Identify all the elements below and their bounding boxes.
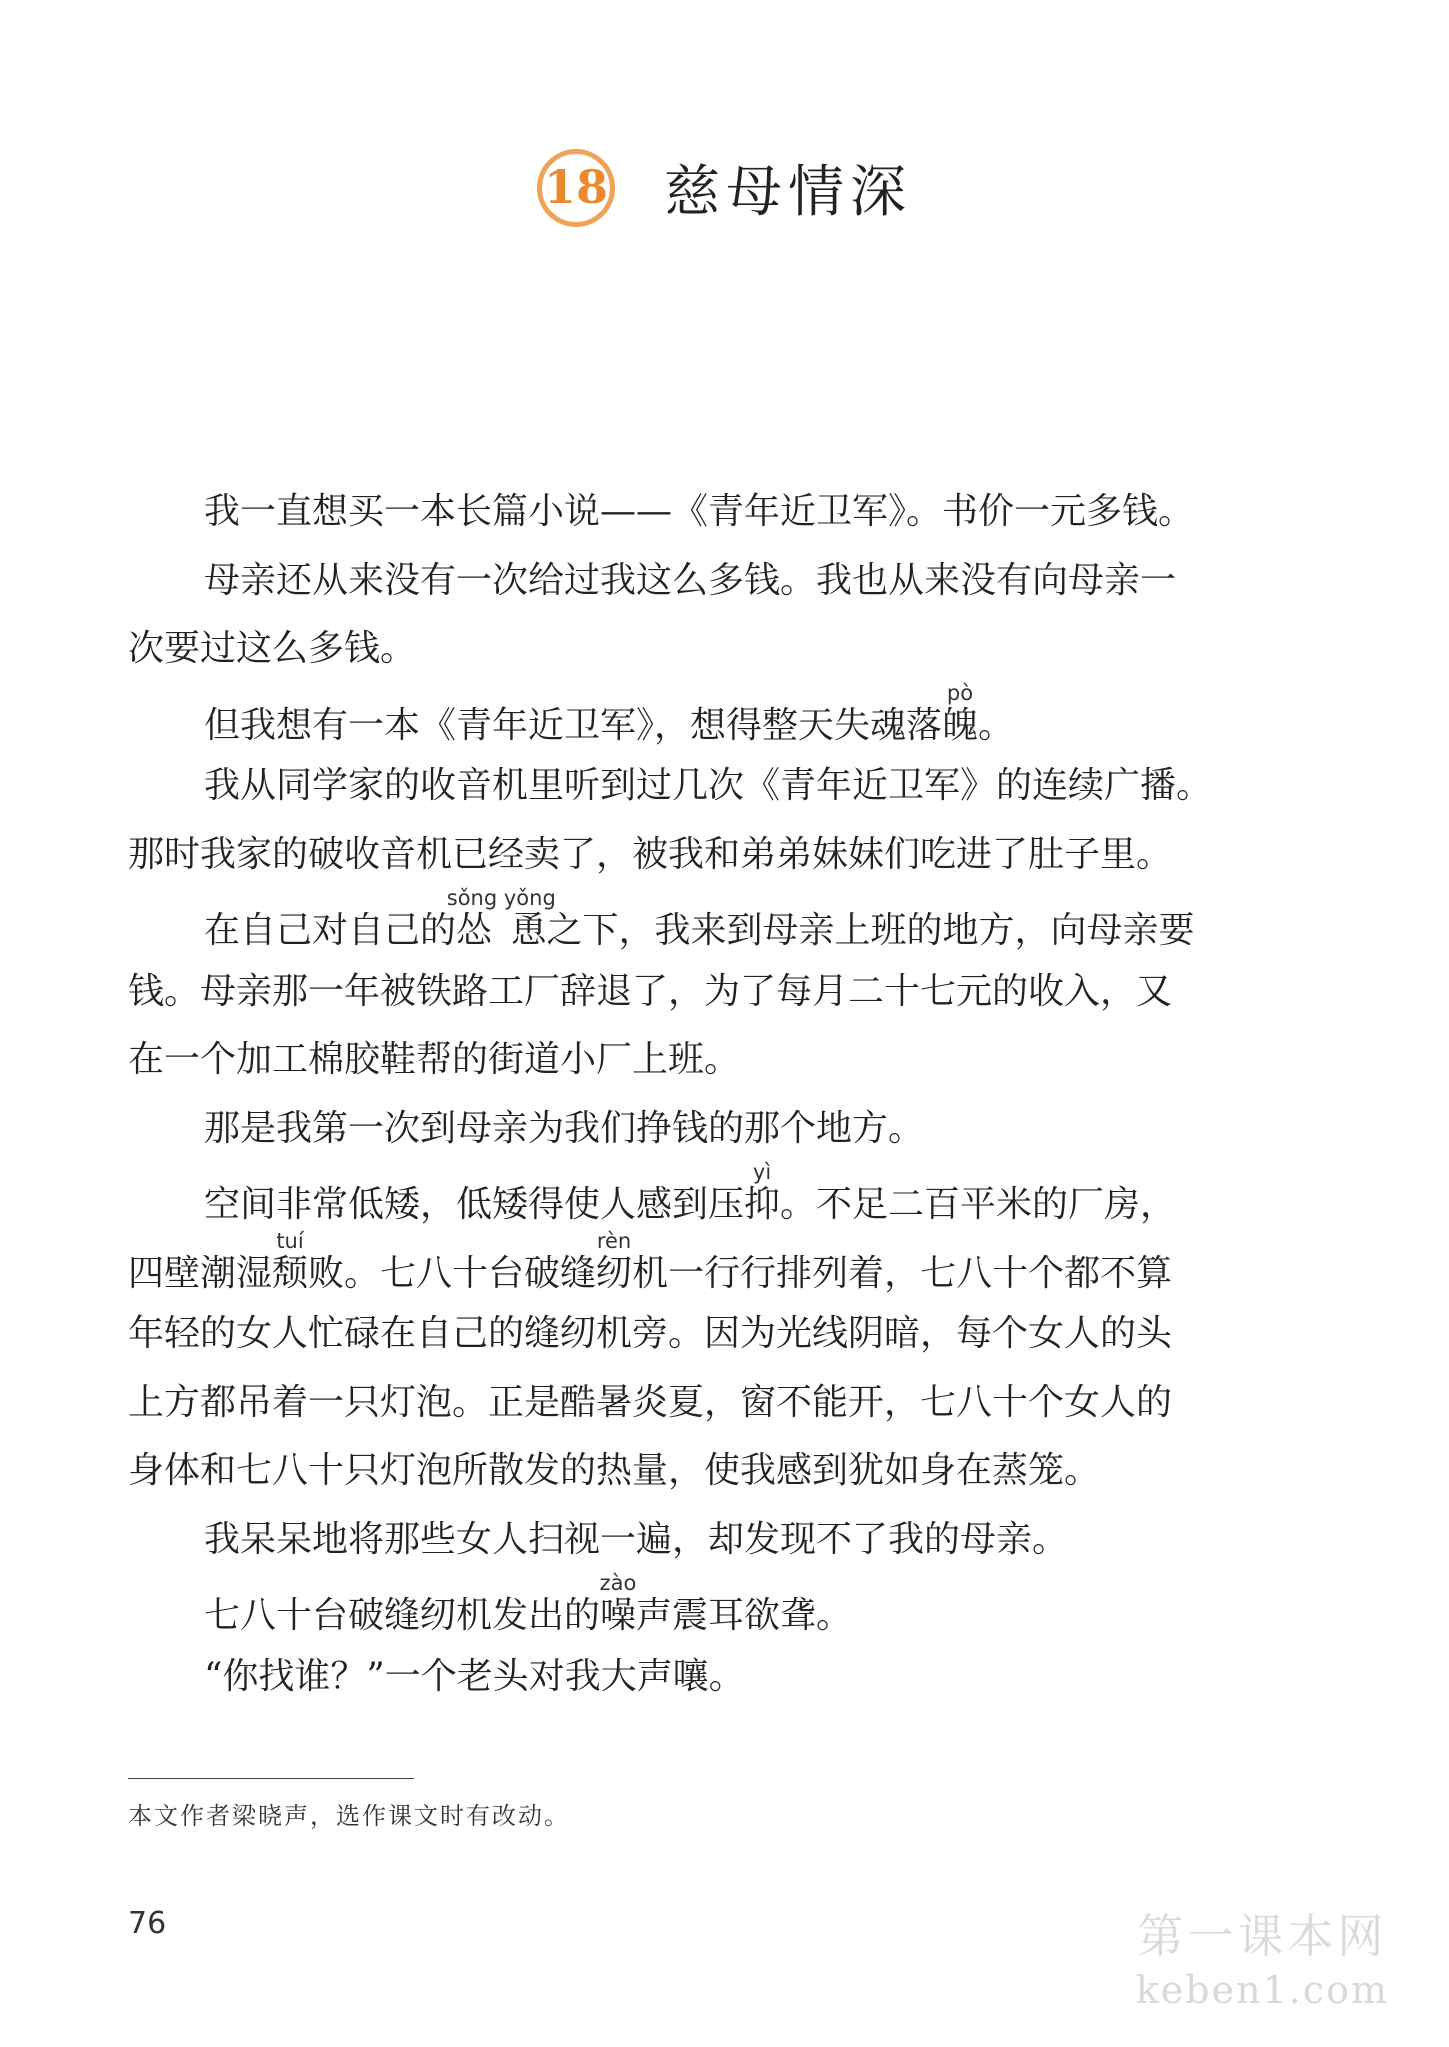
text-segment: 声震耳欲聋。 bbox=[636, 1595, 853, 1636]
text-line bbox=[128, 958, 1278, 1027]
annotated-character: 魄 bbox=[942, 704, 979, 746]
text-segment: 那时我家的破收音机已经卖了，被我和弟弟妹妹们吃进了肚子里。 bbox=[128, 833, 1173, 875]
text-line bbox=[128, 478, 1278, 547]
text-line bbox=[128, 821, 1278, 890]
watermark bbox=[1136, 1900, 1389, 2012]
text-segment: 在一个加工棉胶鞋帮的街道小厂上班。 bbox=[128, 1039, 741, 1080]
text-line bbox=[128, 1300, 1278, 1369]
text-segment: 空间非常低矮，低矮得使人感到压 bbox=[204, 1184, 745, 1225]
annotated-character: 抑 bbox=[744, 1184, 781, 1225]
pinyin-annotation: rèn bbox=[596, 1228, 633, 1253]
text-segment: 母亲还从来没有一次给过我这么多钱。我也从来没有向母亲一 bbox=[204, 559, 1177, 601]
text-segment: 之下，我来到母亲上班的地方，向母亲要 bbox=[546, 910, 1195, 951]
annotated-character: 噪 bbox=[599, 1595, 637, 1636]
text-line bbox=[128, 1643, 1278, 1712]
pinyin-annotation: pò bbox=[942, 680, 979, 705]
pinyin-annotated-word bbox=[744, 1160, 781, 1225]
text-line bbox=[128, 1571, 1278, 1643]
lesson-title: 慈母情深 bbox=[664, 160, 913, 225]
text-segment: 。 bbox=[978, 704, 1015, 746]
text-line bbox=[128, 1437, 1278, 1506]
page-number: 76 bbox=[128, 1906, 167, 1941]
pinyin-annotated-word bbox=[596, 1228, 633, 1294]
text-line bbox=[128, 1160, 1278, 1232]
text-line bbox=[128, 1095, 1278, 1164]
watermark-chinese: 第一课本网 bbox=[1137, 1909, 1388, 1963]
annotated-character: 颓 bbox=[272, 1252, 309, 1294]
text-segment: 败。七八十台破缝 bbox=[308, 1252, 597, 1294]
annotated-character: 怂恿 bbox=[446, 910, 556, 951]
pinyin-annotated-word bbox=[446, 886, 556, 951]
text-segment: 。不足二百平米的厂房， bbox=[780, 1184, 1177, 1225]
text-line bbox=[128, 752, 1278, 821]
text-segment: 上方都吊着一只灯泡。正是酷暑炎夏，窗不能开，七八十个女人的 bbox=[128, 1381, 1173, 1423]
text-segment: 七八十台破缝纫机发出的 bbox=[204, 1595, 601, 1636]
text-segment: 年轻的女人忙碌在自己的缝纫机旁。因为光线阴暗，每个女人的头 bbox=[128, 1313, 1173, 1354]
annotated-character: 纫 bbox=[596, 1252, 633, 1294]
text-line bbox=[128, 1228, 1278, 1301]
text-segment: 次要过这么多钱。 bbox=[128, 628, 417, 669]
lesson-number-badge: 18 bbox=[537, 149, 615, 227]
article-body bbox=[128, 478, 1278, 1711]
text-line bbox=[128, 680, 1278, 753]
pinyin-annotated-word bbox=[272, 1228, 309, 1294]
pinyin-annotation: tuí bbox=[272, 1228, 309, 1253]
text-segment: 我从同学家的收音机里听到过几次《青年近卫军》的连续广播。 bbox=[204, 765, 1213, 806]
lesson-header bbox=[0, 148, 1449, 228]
pinyin-annotated-word bbox=[942, 680, 979, 746]
text-segment: 但我想有一本《青年近卫军》，想得整天失魂落 bbox=[204, 704, 943, 746]
text-segment: 在自己对自己的 bbox=[204, 910, 457, 951]
pinyin-annotation: yì bbox=[744, 1160, 781, 1184]
watermark-url: keben1.com bbox=[1135, 1968, 1389, 2012]
text-segment: 身体和七八十只灯泡所散发的热量，使我感到犹如身在蒸笼。 bbox=[128, 1450, 1101, 1491]
text-segment: 钱。母亲那一年被铁路工厂辞退了，为了每月二十七元的收入，又 bbox=[128, 970, 1173, 1012]
pinyin-annotation: zào bbox=[599, 1571, 637, 1595]
text-segment: 四壁潮湿 bbox=[128, 1252, 273, 1294]
text-line bbox=[128, 1369, 1278, 1438]
text-segment: 我一直想买一本长篇小说——《青年近卫军》。书价一元多钱。 bbox=[204, 491, 1195, 532]
text-segment: 那是我第一次到母亲为我们挣钱的那个地方。 bbox=[204, 1107, 925, 1149]
text-line bbox=[128, 1506, 1278, 1575]
footnote: 本文作者梁晓声，选作课文时有改动。 bbox=[128, 1802, 570, 1830]
text-segment: 我呆呆地将那些女人扫视一遍，却发现不了我的母亲。 bbox=[204, 1518, 1069, 1560]
text-segment: 机一行行排列着，七八十个都不算 bbox=[632, 1252, 1173, 1294]
pinyin-annotated-word bbox=[599, 1571, 637, 1636]
text-line bbox=[128, 547, 1278, 616]
text-segment: “你找谁？”一个老头对我大声嚷。 bbox=[204, 1655, 745, 1697]
text-line bbox=[128, 886, 1278, 958]
pinyin-annotation: sǒng yǒng bbox=[446, 886, 556, 910]
footnote-divider bbox=[128, 1778, 414, 1779]
text-line bbox=[128, 1026, 1278, 1095]
text-line bbox=[128, 615, 1278, 684]
